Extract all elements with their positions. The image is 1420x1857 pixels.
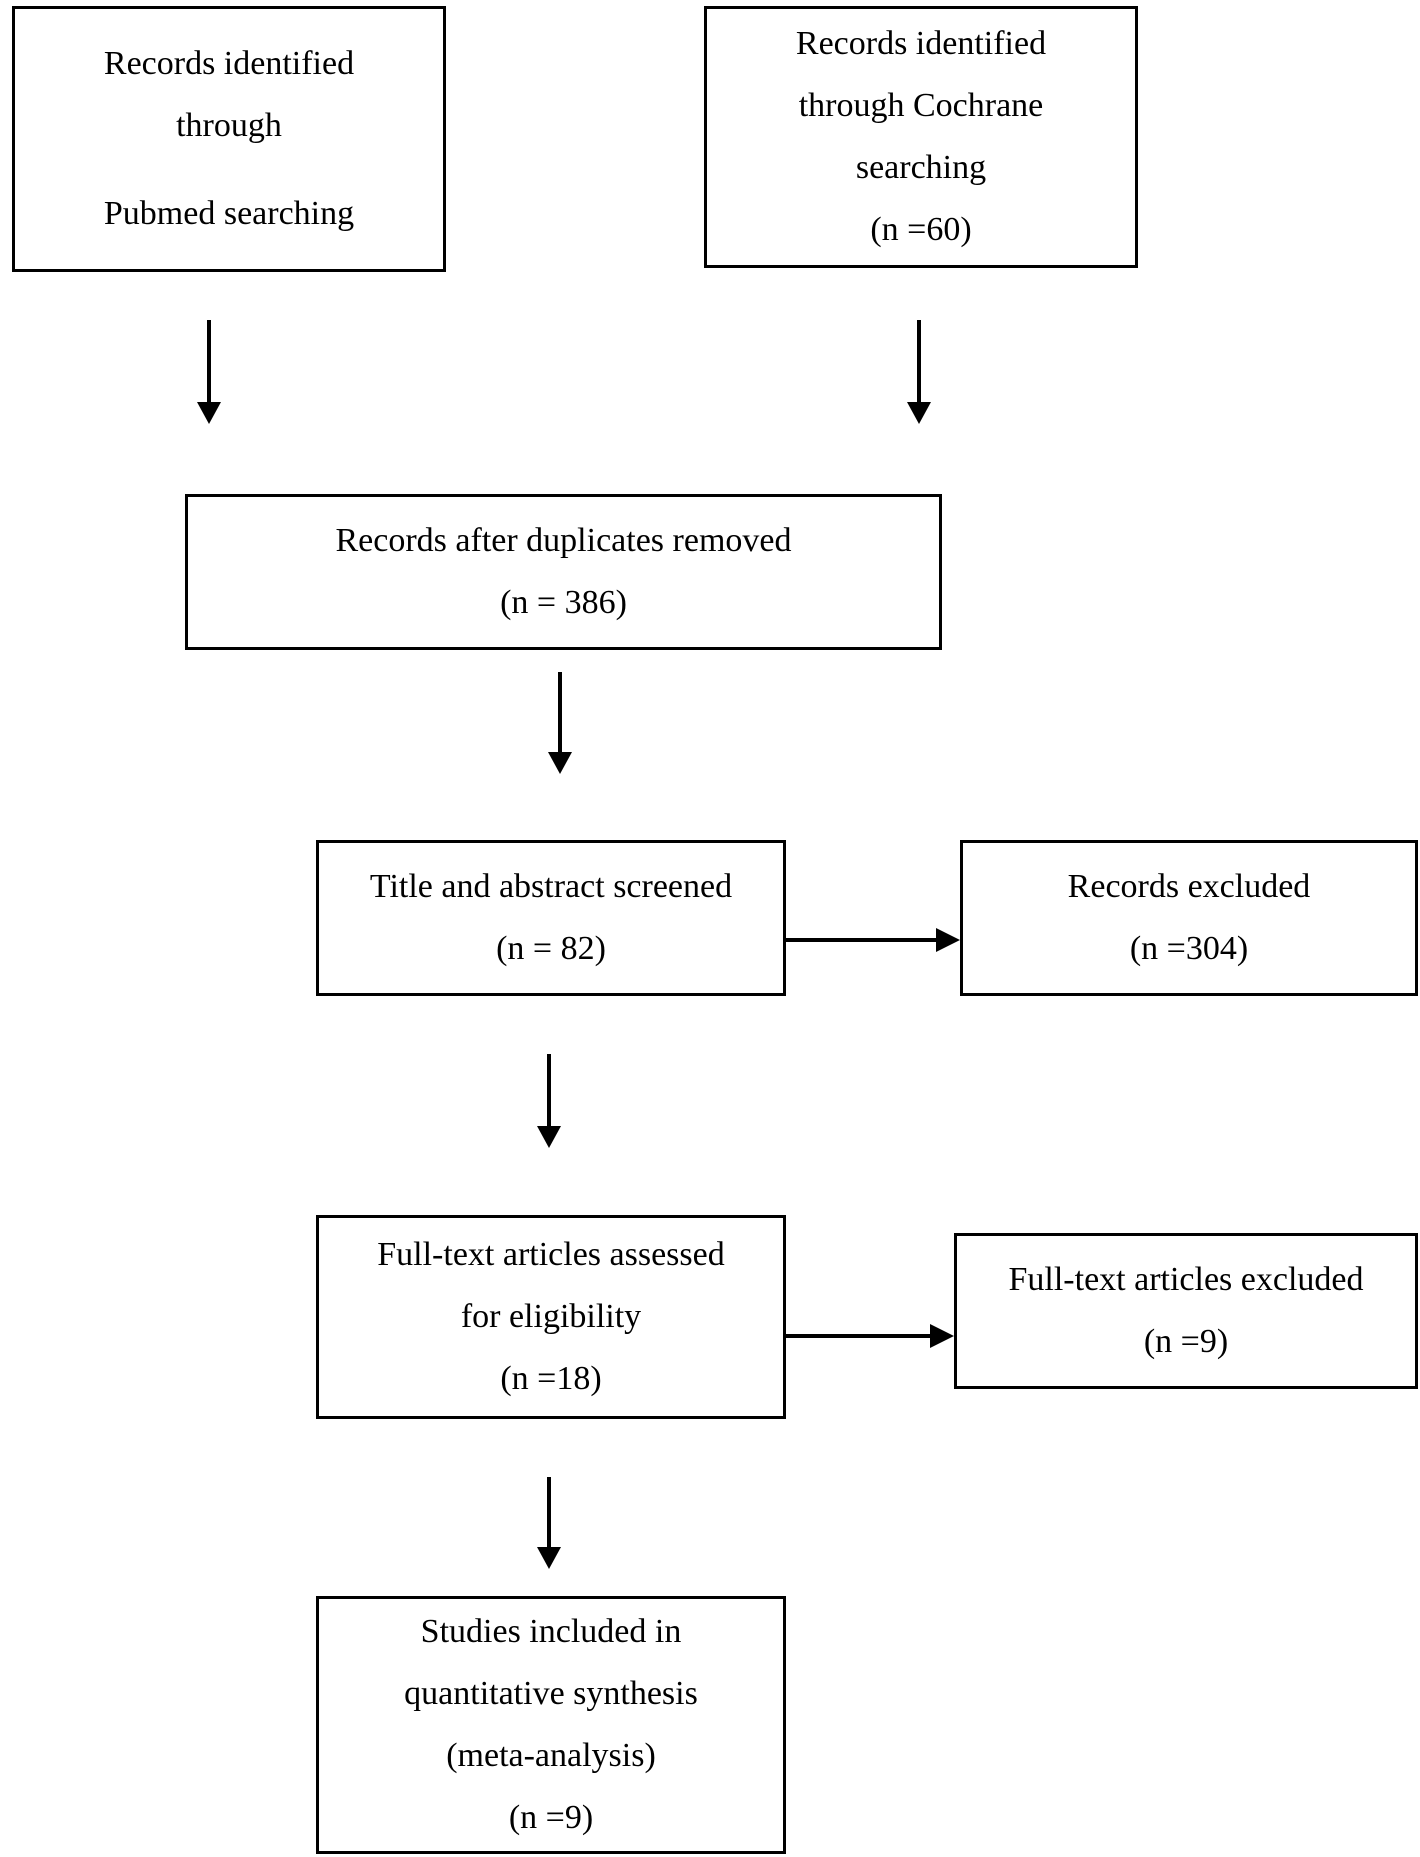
box-line: (n = 386) (500, 584, 627, 621)
box-fulltext-assessed (316, 1215, 786, 1419)
box-line: searching (855, 149, 987, 186)
arrow-pubmed-to-duplicates (207, 320, 211, 402)
box-line: through Cochrane (798, 87, 1044, 124)
box-line: Full-text articles excluded (1008, 1261, 1364, 1298)
box-line: Full-text articles assessed (377, 1236, 725, 1273)
arrow-fulltext-to-included (547, 1477, 551, 1547)
box-line: (n =9) (1143, 1323, 1229, 1360)
arrow-cochrane-to-duplicates (917, 320, 921, 402)
box-fulltext-excluded (954, 1233, 1418, 1389)
box-line: (n =9) (508, 1799, 594, 1836)
box-line: (meta-analysis) (446, 1737, 656, 1774)
box-duplicates-removed (185, 494, 942, 650)
box-line: (n =304) (1129, 930, 1249, 967)
box-records-identified-cochrane (704, 6, 1138, 268)
box-line: quantitative synthesis (404, 1675, 698, 1712)
arrow-screened-to-excluded (786, 938, 936, 942)
box-line: Records identified (103, 45, 355, 82)
box-line: Records identified (795, 25, 1047, 62)
box-line: Studies included in (420, 1613, 682, 1650)
box-line: (n =60) (870, 211, 972, 248)
box-line: through (176, 107, 282, 144)
box-line: (n = 82) (496, 930, 606, 967)
box-line: Title and abstract screened (369, 868, 733, 905)
arrow-fulltext-to-excluded (786, 1334, 930, 1338)
box-line: Records excluded (1067, 868, 1311, 905)
box-line: Records after duplicates removed (335, 522, 792, 559)
box-line: Pubmed searching (103, 195, 355, 232)
box-records-identified-pubmed (12, 6, 446, 272)
arrow-screened-to-fulltext (547, 1054, 551, 1126)
arrow-duplicates-to-screened (558, 672, 562, 752)
box-line: for eligibility (460, 1298, 642, 1335)
box-title-abstract-screened (316, 840, 786, 996)
box-studies-included (316, 1596, 786, 1854)
box-records-excluded (960, 840, 1418, 996)
box-line: (n =18) (500, 1360, 602, 1397)
